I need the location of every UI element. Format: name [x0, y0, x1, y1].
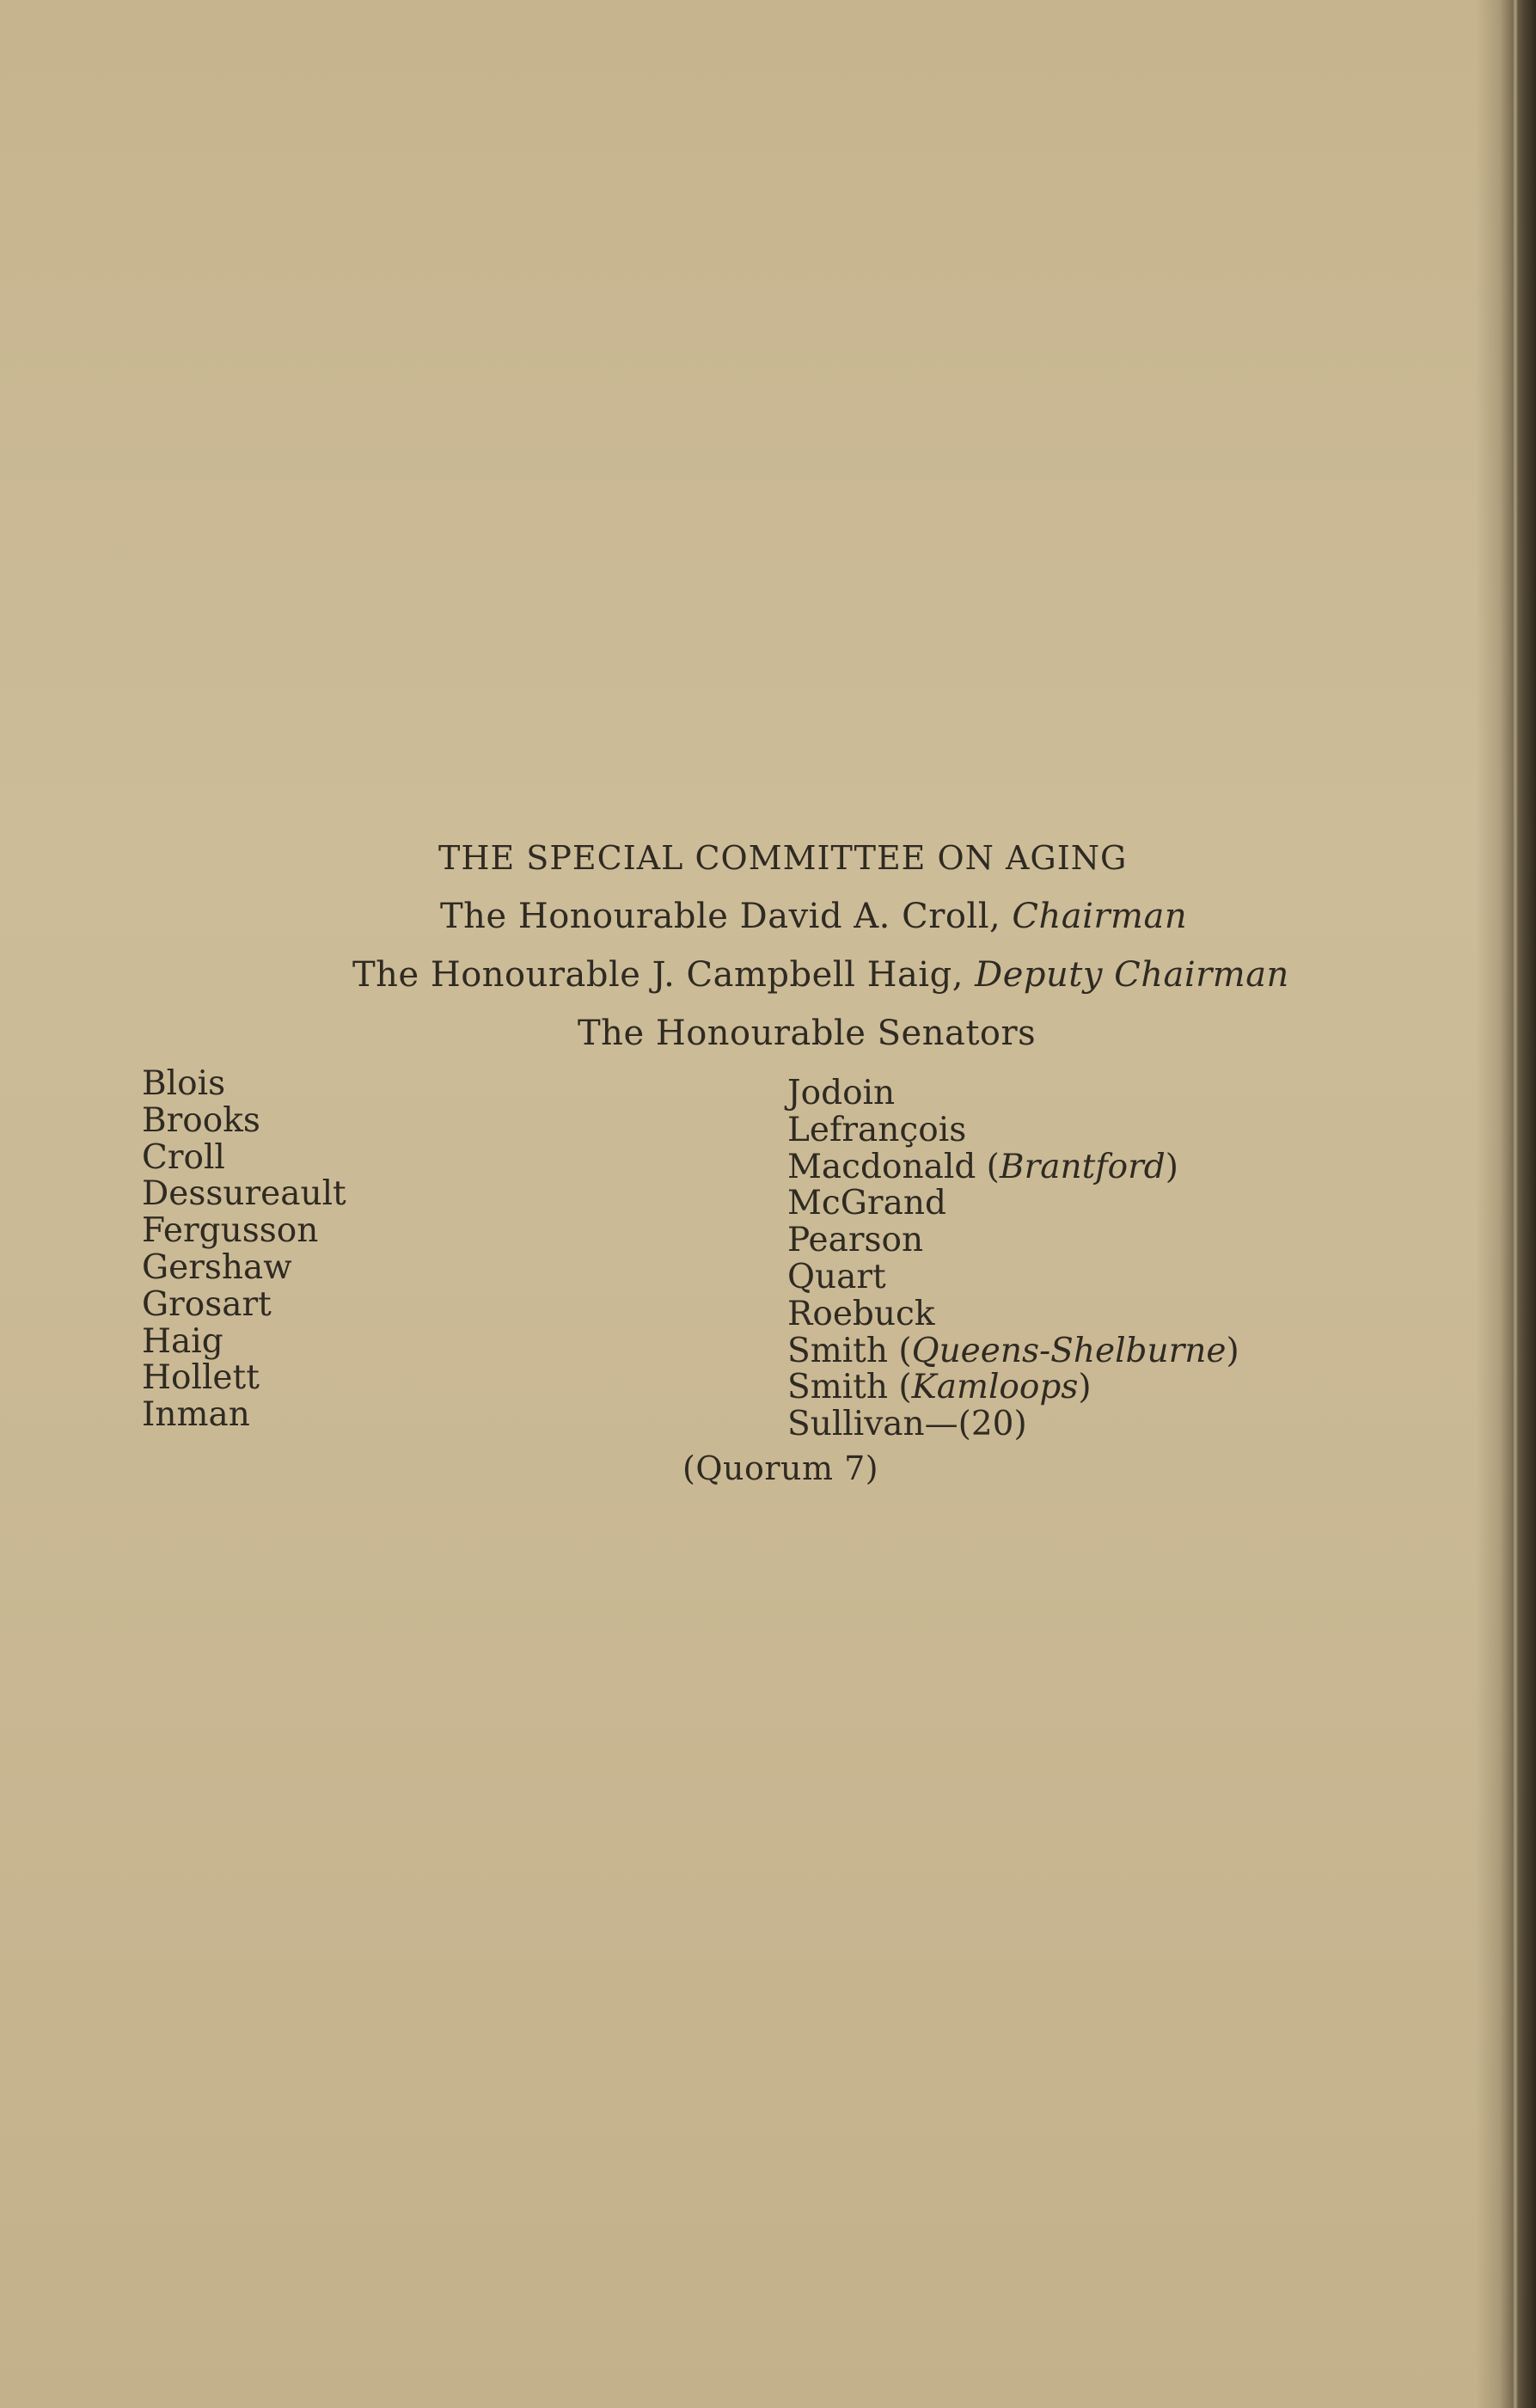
member-constituency: Kamloops — [911, 1368, 1079, 1407]
member-constituency: Brantford — [999, 1147, 1166, 1186]
committee-title: THE SPECIAL COMMITTEE ON AGING — [438, 839, 1128, 877]
member-name: Pearson — [787, 1221, 924, 1260]
member-entry — [787, 1259, 1239, 1296]
member-entry — [142, 1137, 346, 1177]
members-left-column — [142, 1066, 346, 1434]
deputy-chairman-line — [352, 956, 1289, 994]
member-entry — [142, 1213, 346, 1250]
member-entry — [142, 1066, 346, 1103]
member-name: Grosart — [142, 1284, 272, 1324]
member-name: Jodoin — [787, 1074, 896, 1112]
member-name: Gershaw — [142, 1247, 292, 1287]
book-spine-edge — [1512, 0, 1519, 2408]
deputy-chairman-name: The Honourable J. Campbell Haig, — [352, 955, 976, 995]
book-spine-shadow — [1476, 0, 1536, 2408]
member-entry — [142, 1247, 346, 1287]
member-entry: Smith (Queens-Shelburne) — [787, 1331, 1239, 1370]
member-name: Lefrançois — [787, 1110, 967, 1149]
members-right-column — [787, 1075, 1239, 1443]
member-entry — [787, 1075, 1239, 1112]
member-name: Smith — [787, 1368, 888, 1407]
member-name: Brooks — [142, 1100, 260, 1140]
member-entry — [142, 1360, 346, 1397]
member-name: Dessureault — [142, 1174, 346, 1214]
member-entry — [787, 1222, 1239, 1259]
member-entry — [142, 1397, 346, 1434]
member-entry — [787, 1296, 1239, 1333]
member-entry — [142, 1100, 346, 1140]
member-entry — [787, 1186, 1239, 1222]
quorum-note: (Quorum 7) — [682, 1449, 879, 1487]
member-name: Croll — [142, 1137, 225, 1177]
member-name: Roebuck — [787, 1294, 935, 1333]
member-name: McGrand — [787, 1184, 946, 1223]
senators-label: The Honourable Senators — [578, 1014, 1037, 1053]
chairman-role: Chairman — [1012, 897, 1188, 936]
member-name: Inman — [142, 1395, 250, 1435]
member-entry — [142, 1176, 346, 1213]
member-name: Fergusson — [142, 1211, 319, 1251]
member-name: Quart — [787, 1257, 886, 1296]
member-entry: Smith (Kamloops) — [787, 1368, 1092, 1407]
member-entry — [142, 1284, 346, 1324]
chairman-name: The Honourable David A. Croll, — [440, 897, 1013, 936]
member-entry — [787, 1406, 1239, 1443]
member-entry — [142, 1321, 346, 1361]
chairman-line — [440, 898, 1187, 935]
member-name: Haig — [142, 1321, 223, 1361]
member-name: Smith — [787, 1331, 888, 1370]
member-name: Sullivan—(20) — [787, 1405, 1027, 1444]
deputy-chairman-role: Deputy Chairman — [975, 955, 1289, 995]
member-entry — [787, 1112, 1239, 1149]
member-name: Hollett — [142, 1358, 260, 1398]
member-name: Blois — [142, 1064, 226, 1103]
member-entry: Macdonald (Brantford) — [787, 1147, 1178, 1186]
member-constituency: Queens-Shelburne — [911, 1331, 1227, 1370]
member-name: Macdonald — [787, 1147, 976, 1186]
